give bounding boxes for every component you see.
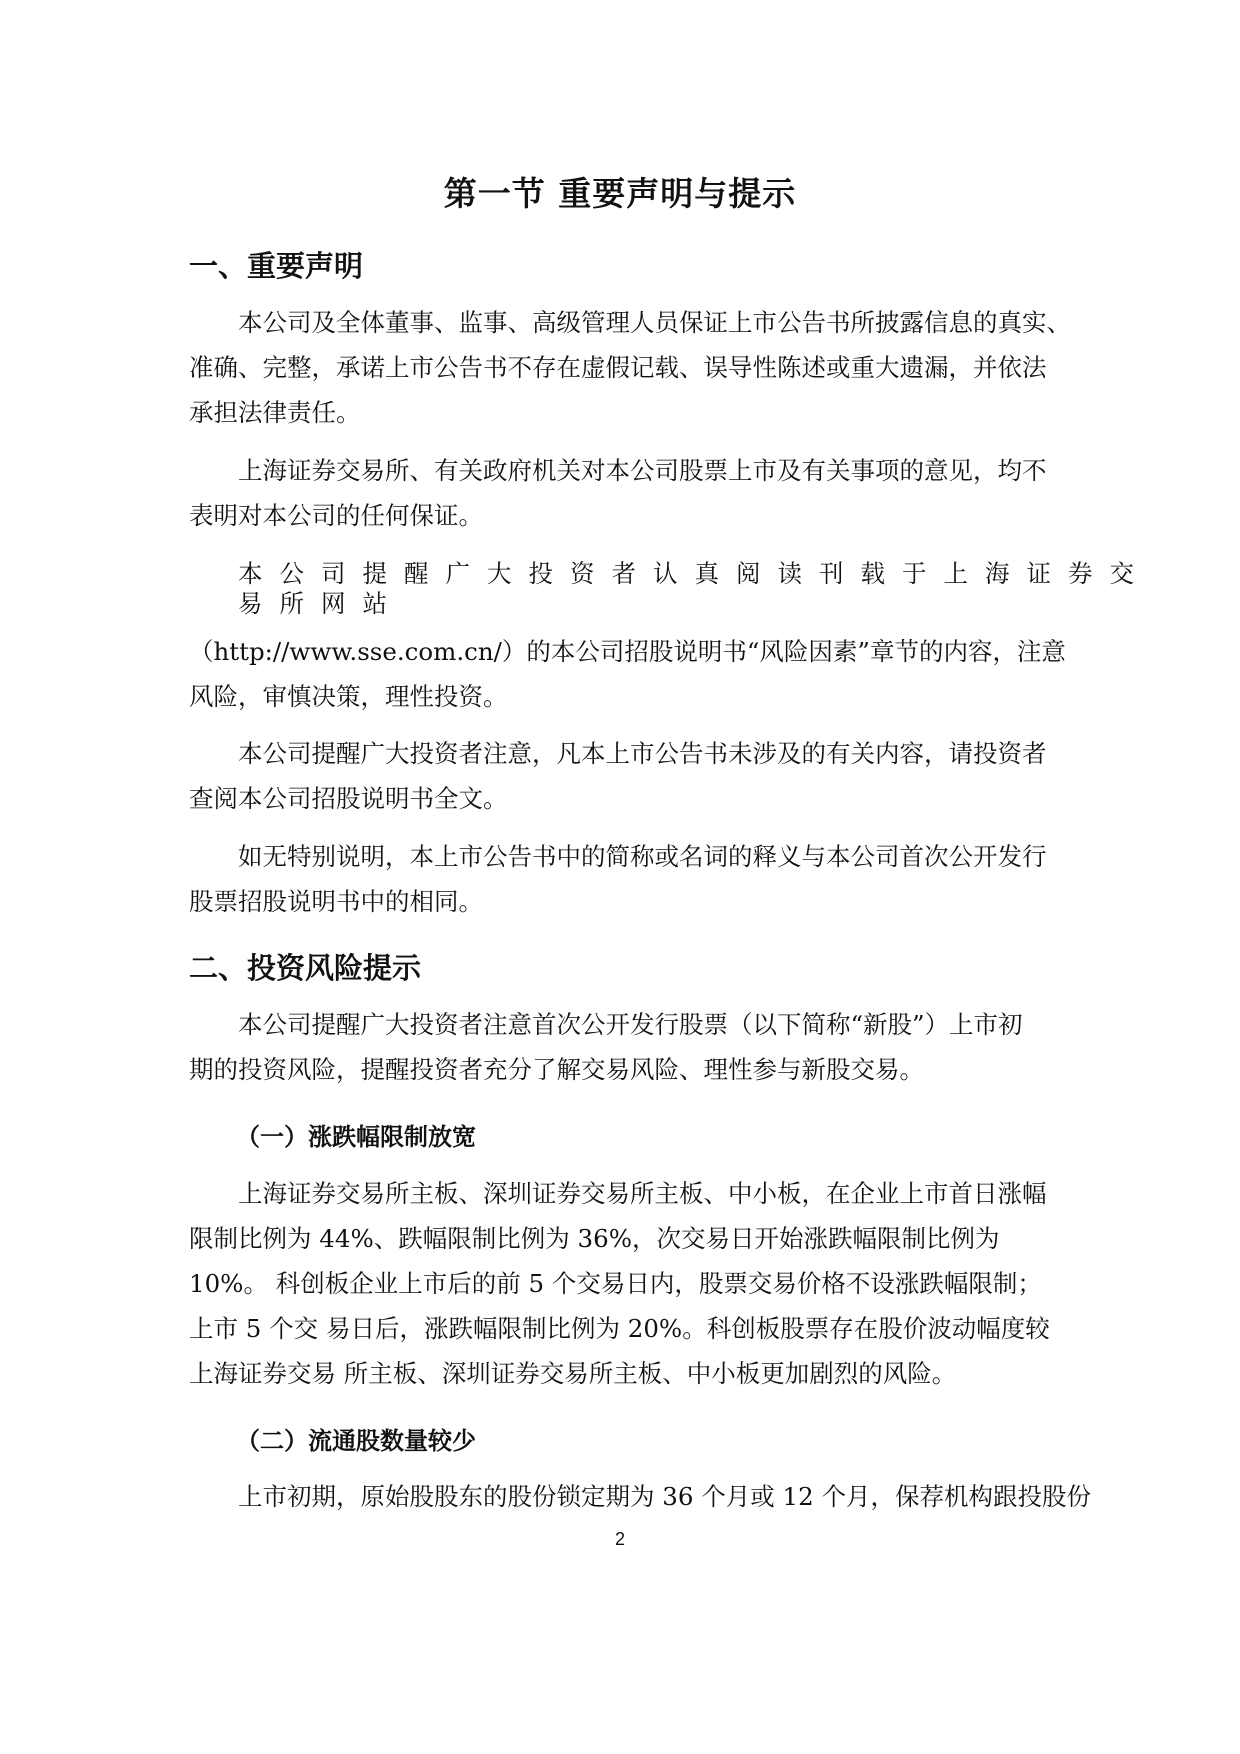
paragraph-line: 表明对本公司的任何保证。 (189, 501, 483, 530)
heading-investment-risk: 二、投资风险提示 (189, 951, 422, 985)
heading-important-statement: 一、重要声明 (189, 249, 364, 283)
paragraph-line: 准确、完整，承诺上市公告书不存在虚假记载、误导性陈述或重大遗漏，并依法 (189, 353, 1047, 382)
page-title: 第一节 重要声明与提示 (443, 174, 797, 213)
paragraph-line: 承担法律责任。 (189, 398, 361, 427)
paragraph-line: 股票招股说明书中的相同。 (189, 887, 483, 916)
paragraph-line: 查阅本公司招股说明书全文。 (189, 784, 508, 813)
paragraph-line-with-link: （http://www.sse.com.cn/）的本公司招股说明书“风险因素”章节的内容，注意 (189, 637, 1066, 666)
paragraph-line: 限制比例为 44%、跌幅限制比例为 36%，次交易日开始涨跌幅限制比例为 (189, 1224, 1000, 1253)
paragraph-line: 如无特别说明，本上市公告书中的简称或名词的释义与本公司首次公开发行 (238, 842, 1047, 871)
paragraph-line: 本公司及全体董事、监事、高级管理人员保证上市公告书所披露信息的真实、 (238, 308, 1071, 337)
subheading-price-limit: （一）涨跌幅限制放宽 (236, 1123, 476, 1151)
page-number: 2 (614, 1529, 625, 1549)
subheading-circulating-shares: （二）流通股数量较少 (236, 1427, 476, 1455)
paragraph-line: 本公司提醒广大投资者注意首次公开发行股票（以下简称“新股”）上市初 (238, 1010, 1023, 1039)
paragraph-line: 10%。 科创板企业上市后的前 5 个交易日内，股票交易价格不设涨跌幅限制； (189, 1269, 1042, 1298)
paragraph-line: 上海证券交易所、有关政府机关对本公司股票上市及有关事项的意见，均不 (238, 456, 1047, 485)
paragraph-line: 上市初期，原始股股东的股份锁定期为 36 个月或 12 个月，保荐机构跟投股份 (238, 1482, 1091, 1511)
paragraph-line: 风险，审慎决策，理性投资。 (189, 682, 508, 711)
paragraph-line: 上市 5 个交 易日后，涨跌幅限制比例为 20%。科创板股票存在股价波动幅度较 (189, 1314, 1050, 1343)
paragraph-line: 本公司提醒广大投资者注意，凡本上市公告书未涉及的有关内容，请投资者 (238, 739, 1047, 768)
paragraph-line: 上海证券交易 所主板、深圳证券交易所主板、中小板更加剧烈的风险。 (189, 1359, 957, 1388)
paragraph-line: 易所网站 (238, 589, 404, 618)
paragraph-line: 期的投资风险，提醒投资者充分了解交易风险、理性参与新股交易。 (189, 1055, 924, 1084)
paragraph-line: 本公司提醒广大投资者认真阅读刊载于上海证券交 (238, 559, 1151, 588)
paragraph-line: 上海证券交易所主板、深圳证券交易所主板、中小板，在企业上市首日涨幅 (238, 1179, 1047, 1208)
